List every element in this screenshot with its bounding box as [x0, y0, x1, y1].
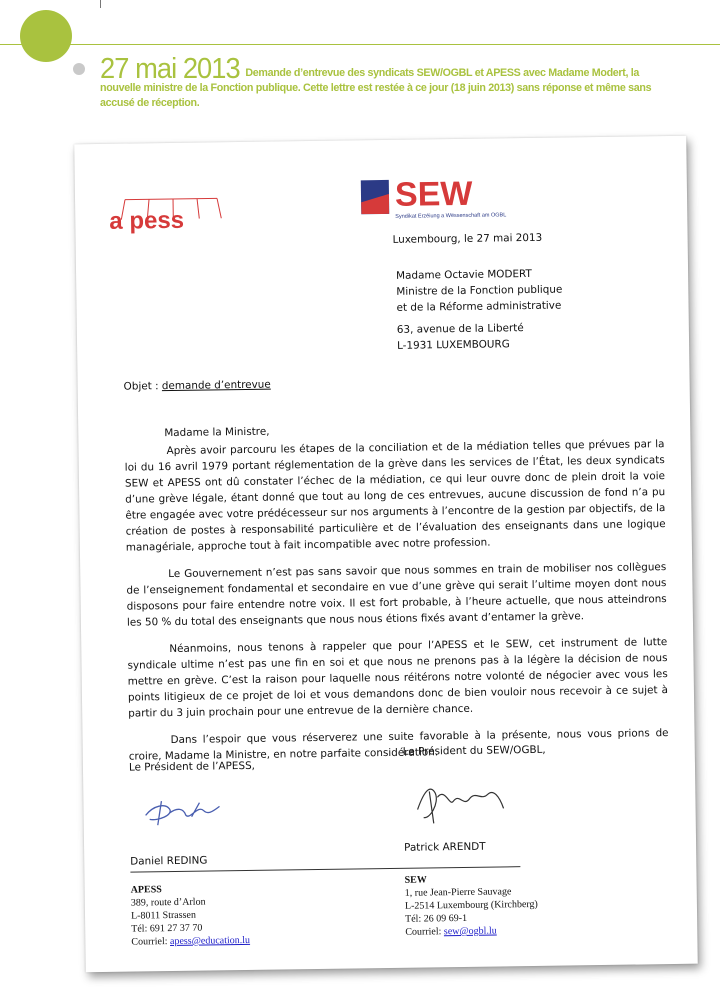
caption-text: Demande d’entrevue des syndicats SEW/OGBL et APESS avec Madame Modert, la nouvelle ministre de la Fonction publique. Cette lettre est restée à ce jour (18 juin 2013) sans réponse et même sans accusé de réception.: [100, 67, 652, 109]
footer-sew-tel: Tél: 26 09 69-1: [405, 912, 468, 925]
letter-page: [74, 136, 698, 972]
apess-logo: a pess: [109, 206, 185, 235]
subject-line: [124, 377, 271, 395]
letter-body: [124, 436, 669, 776]
sew-logo: SEW: [394, 174, 473, 214]
paragraph-4: Dans l’espoir que vous réserverez une suite favorable à la présente, nous vous prions de croire, Madame la Ministre, en notre parfaite considération.: [128, 727, 669, 763]
recipient-address: [397, 320, 524, 354]
signature-sew: [409, 778, 510, 829]
signature-apess: [139, 790, 230, 831]
grey-dot-decoration: [73, 63, 85, 75]
footer-sew-street: 1, rue Jean-Pierre Sauvage: [404, 886, 512, 899]
footer-sew-mail-label: Courriel:: [405, 926, 442, 938]
paragraph-3: Néanmoins, nous tenons à rappeler que pour l’APESS et le SEW, cet instrument de lutte syndicale ultime n’est pas une fin en soi et que nous ne prenons pas à la légère la décision de nous mettre en grève. C’est la raison pour laquelle nous réitérons notre volonté de négocier avec vous les points litigieux de ce projet de loi et vous demandons donc de bien vouloir nous recevoir à ce sujet à partir du 3 juin prochain pour une entrevue de la dernière chance.: [127, 636, 669, 720]
footer-apess-city: L-8011 Strassen: [130, 909, 197, 922]
footer-apess: [131, 882, 251, 949]
footer-sew-city: L-2514 Luxembourg (Kirchberg): [404, 898, 538, 912]
footer-sew-org: SEW: [404, 874, 427, 886]
caption-date: 27 mai 2013: [100, 53, 240, 85]
president-sew-label: Le Président du SEW/OGBL,: [402, 743, 546, 758]
recipient-city: L-1931 LUXEMBOURG: [397, 338, 510, 352]
footer-apess-email-link[interactable]: apess@education.lu: [169, 934, 251, 948]
footer-apess-mail-label: Courriel:: [131, 936, 168, 948]
salutation: Madame la Ministre,: [164, 425, 270, 440]
header-rule: [0, 44, 720, 45]
paragraph-1: Après avoir parcouru les étapes de la conciliation et de la médiation telles que prévues par la loi du 16 avril 1979 portant réglementation de la grève dans les services de l’État, les deux syndicats SEW et APESS ont dû constater l’échec de la médiation, ce qui leur ouvre donc de plein droit la voie d’une grève légale, étant donné que tout au long de ces entrevues, aucune discussion de fond n’a pu être engagée avec votre prédécesseur sur nos arguments à l’encontre de la gestion par objectifs, de la création de postes à responsabilité particulière et de l’évaluation des enseignants dans une logique managériale, approche tout à fait incompatible avec notre profession.: [124, 438, 666, 554]
footer-apess-tel: Tél: 691 27 37 70: [131, 922, 203, 935]
subject-label: Objet :: [123, 380, 159, 393]
caption: [100, 53, 679, 111]
signer-sew-name: Patrick ARENDT: [404, 840, 486, 854]
top-tick-mark: [100, 0, 101, 8]
sew-logo-subtitle: Syndikat Erzéiung a Wëssenschaft am OGBL: [395, 212, 507, 220]
paragraph-2: Le Gouvernement n’est pas sans savoir que nous sommes en train de mobiliser nos collègues de l’enseignement fondamental et secondaire en vue d’une grève qui serait l’ultime moyen dont nous disposons pour faire entendre notre voix. Il est fort probable, à l’heure actuelle, que nous atteindrons les 50 % du total des enseignants que nous nous étions fixés avant d’entamer la grève.: [126, 561, 667, 629]
footer-apess-street: 389, route d’Arlon: [130, 896, 206, 909]
recipient-street: 63, avenue de la Liberté: [396, 322, 524, 336]
footer-sew: [404, 872, 538, 939]
recipient-block: [396, 266, 563, 316]
recipient-name: Madame Octavie MODERT: [396, 267, 532, 282]
president-apess-label: Le Président de l’APESS,: [128, 759, 256, 774]
recipient-title-2: et de la Réforme administrative: [396, 299, 562, 314]
ogbl-flag-icon: [361, 180, 389, 214]
signer-apess-name: Daniel REDING: [130, 854, 208, 868]
subject-value: demande d’entrevue: [161, 378, 271, 393]
footer-apess-org: APESS: [130, 884, 162, 896]
recipient-title-1: Ministre de la Fonction publique: [396, 283, 563, 298]
green-circle-decoration: [20, 10, 72, 62]
footer-sew-email-link[interactable]: sew@ogbl.lu: [443, 925, 497, 938]
place-date: Luxembourg, le 27 mai 2013: [392, 231, 543, 246]
